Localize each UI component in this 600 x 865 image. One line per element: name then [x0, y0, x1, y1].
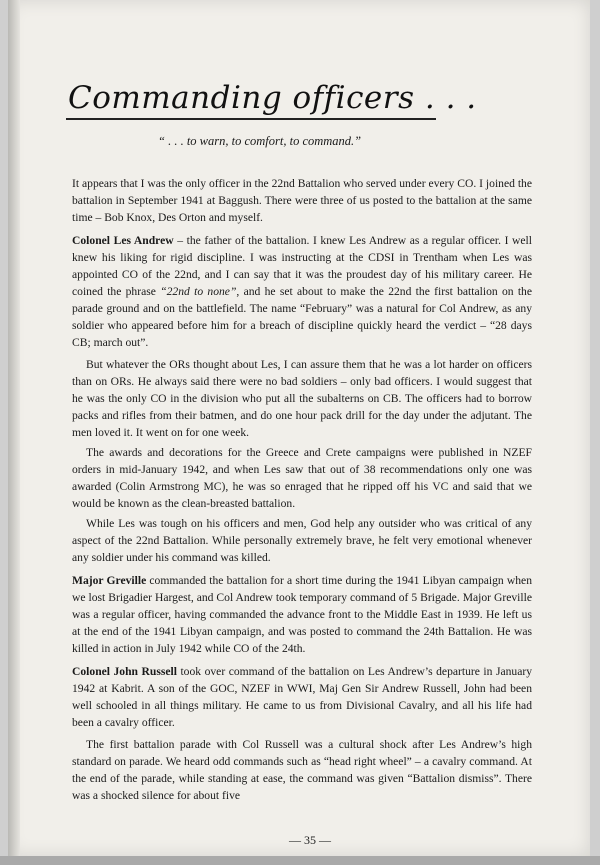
title-rule [66, 118, 436, 120]
paragraph-russell [72, 663, 532, 731]
page-title: Commanding officers . . . [68, 80, 477, 116]
page-binding-shadow [8, 0, 20, 856]
officer-name: Major Greville [72, 574, 147, 587]
quoted-phrase: “22nd to none” [160, 285, 237, 298]
page-number: — 35 — [289, 833, 331, 847]
officer-name: Colonel Les Andrew [72, 234, 174, 247]
paragraph-text: – the father of the battalion. I knew Les Andrew as a regular officer. I well knew his liking for rigid discipline. I was instructing at the CDSI in Trentham when Les was appointed CO of the 22nd, and I can say that it was the proudest day of his military career. He coined the phrase [72, 234, 532, 298]
paragraph-les-andrew [72, 232, 532, 351]
paragraph-text: took over command of the battalion on Les Andrew’s departure in January 1942 at Kabrit. A son of the GOC, NZEF in WWI, Maj Gen Sir Andrew Russell, John had been well schooled in all things military. He came to us from Divisional Cavalry, and all his life had been a cavalry officer. [72, 665, 532, 729]
scan-bottom-edge [0, 856, 600, 865]
officer-name: Colonel John Russell [72, 665, 177, 678]
paragraph-parade: The first battalion parade with Col Russell was a cultural shock after Les Andrew’s high standard on parade. We heard odd commands such as “head right wheel” – a cavalry command. At the end of the parade, while standing at ease, the command was given “Battalion dismiss”. There was a shocked silence for about five [72, 738, 532, 802]
paragraph-ors: But whatever the ORs thought about Les, I can assure them that he was a lot harder on officers than on ORs. He always said there were no bad soldiers – only bad officers. I would suggest that he was the only CO in the division who put all the subalterns on CB. The officers had to borrow packs and rifles from their batmen, and do one hour pack drill for the day under the adjutant. The men loved it. It went on for one week. [72, 358, 532, 439]
paragraph-greville [72, 572, 532, 657]
paragraph-tough: While Les was tough on his officers and men, God help any outsider who was critical of any aspect of the 22nd Battalion. While personally extremely brave, he felt very emotional whenever any soldier under his command was killed. [72, 517, 532, 564]
epigraph: “ . . . to warn, to comfort, to command.” [158, 134, 362, 148]
paragraph-intro: It appears that I was the only officer in the 22nd Battalion who served under every CO. I joined the battalion in September 1941 at Baggush. There were three of us posted to the battalion at the same time – Bob Knox, Des Orton and myself. [72, 177, 532, 224]
body-text [72, 175, 532, 807]
paragraph-awards: The awards and decorations for the Greece and Crete campaigns were published in NZEF orders in mid-January 1942, and when Les saw that out of 38 recommendations only one was awarded (Colin Armstrong MC), he was so enraged that he ripped off his VC and said that we would be known as the clean-breasted battalion. [72, 446, 532, 510]
paragraph-text: commanded the battalion for a short time during the 1941 Libyan campaign when we lost Brigadier Hargest, and Col Andrew took temporary command of 5 Brigade. Major Greville was a regular officer, having commanded the advance front to the Middle East in 1939. He left us at the end of the 1941 Libyan campaign, and was posted to command the 24th Battalion. He was killed in action in July 1942 while CO of the 24th. [72, 574, 532, 655]
book-page [8, 0, 590, 856]
paragraph-text: , and he set about to make the 22nd the first battalion on the parade ground and on the battlefield. The name “February” was a natural for Col Andrew, as any soldier who appeared before him for a breach of discipline quickly heard the verdict – “28 days CB; march out”. [72, 285, 532, 349]
